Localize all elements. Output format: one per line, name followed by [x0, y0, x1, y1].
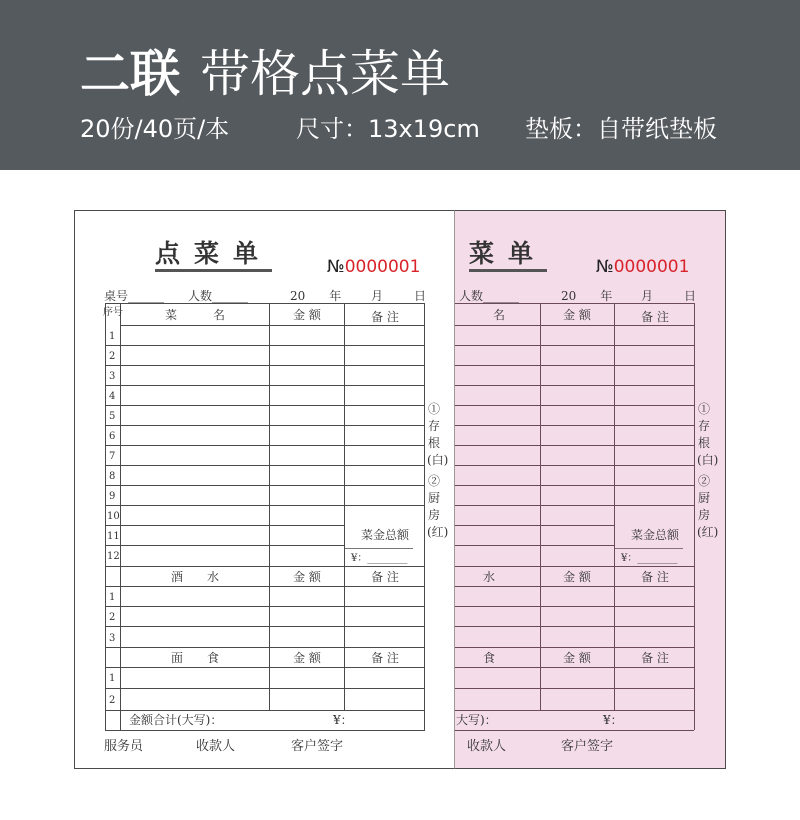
grid-frame — [106, 304, 425, 731]
date-month-pink: 月 — [641, 289, 654, 303]
dish-total-label: 菜金总额 — [360, 528, 410, 542]
noodles-header: 面 食 — [170, 651, 220, 665]
drink-row-number: 1 — [109, 592, 116, 603]
serial-prefix: № — [327, 257, 345, 277]
col-dish-header-pink: 名 — [492, 308, 506, 322]
dish-total-label-pink: 菜金总额 — [630, 528, 680, 542]
serial-value: 0000001 — [344, 257, 421, 277]
copy-label-stub: ①存根(白) — [427, 402, 449, 467]
noodle-row-number: 1 — [109, 673, 116, 684]
grand-total-yen: ¥： — [333, 713, 353, 727]
noodles-amount-header-pink: 金 额 — [563, 651, 591, 665]
grand-total-label: 金额合计(大写)： — [129, 713, 223, 727]
dish-row-number: 1 — [109, 331, 116, 342]
order-grid-white — [75, 211, 458, 769]
spec-size: 尺寸：13x19cm — [296, 115, 480, 143]
col-amount-header: 金 额 — [293, 308, 321, 322]
dish-row-number: 7 — [109, 451, 116, 462]
drinks-note-header: 备 注 — [371, 570, 399, 584]
col-dish-header: 菜 名 — [164, 308, 226, 322]
drinks-header-pink: 水 — [482, 570, 496, 584]
dish-row-number: 6 — [109, 431, 116, 442]
dish-row-number: 9 — [109, 491, 116, 502]
grid-lines — [105, 303, 425, 731]
serial-prefix-pink: № — [596, 257, 614, 277]
copy-label-kitchen: ②厨房(红) — [427, 474, 449, 539]
date-month: 月 — [371, 289, 384, 303]
white-copy-sheet — [74, 210, 458, 769]
dish-total-yen: ¥：________ — [351, 553, 408, 564]
noodles-header-pink: 食 — [482, 651, 496, 665]
people-count-field-pink: 人数______ — [459, 289, 520, 303]
col-note-header: 备 注 — [371, 310, 399, 324]
dish-row-number: 5 — [109, 411, 116, 422]
drink-row-number: 2 — [109, 612, 116, 623]
footer-cashier-pink: 收款人 — [467, 739, 507, 754]
noodles-amount-header: 金 额 — [293, 651, 321, 665]
dish-row-number: 8 — [109, 471, 116, 482]
col-note-header-pink: 备 注 — [641, 310, 669, 324]
serial-value-pink: 0000001 — [613, 257, 690, 277]
footer-waiter: 服务员 — [104, 739, 144, 754]
drinks-amount-header: 金 额 — [293, 570, 321, 584]
grand-total-label-pink: 大写)： — [456, 713, 497, 727]
drinks-amount-header-pink: 金 额 — [563, 570, 591, 584]
spec-pages: 20份/40页/本 — [80, 115, 230, 143]
dish-row-number: 3 — [109, 371, 116, 382]
dish-row-number: 4 — [109, 391, 116, 402]
date-day: 日 — [414, 289, 427, 303]
drink-row-number: 3 — [109, 633, 116, 644]
header-banner — [0, 0, 800, 170]
dish-row-number: 11 — [107, 531, 120, 542]
footer-customer-signature: 客户签字 — [291, 739, 344, 754]
spec-pad: 垫板：自带纸垫板 — [525, 115, 717, 143]
order-title: 点菜单 — [155, 239, 272, 272]
footer-customer-signature-pink: 客户签字 — [561, 739, 614, 754]
drinks-note-header-pink: 备 注 — [641, 570, 669, 584]
product-title-bold: 二联 — [80, 45, 180, 103]
footer-cashier: 收款人 — [196, 739, 236, 754]
col-amount-header-pink: 金 额 — [563, 308, 591, 322]
date-year: 20 年 — [290, 289, 342, 303]
col-index-header: 序号 — [103, 307, 123, 318]
order-grid-pink — [455, 211, 726, 769]
product-title-rest: 带格点菜单 — [200, 45, 450, 103]
noodle-row-number: 2 — [109, 695, 116, 706]
grid-lines-pink — [455, 303, 695, 731]
drinks-header: 酒 水 — [170, 570, 220, 584]
date-day-pink: 日 — [684, 289, 697, 303]
table-number-field: 桌号______ — [104, 289, 165, 303]
dish-row-number: 10 — [107, 511, 120, 522]
dish-row-number: 12 — [107, 551, 120, 562]
noodles-note-header-pink: 备 注 — [641, 651, 669, 665]
noodles-note-header: 备 注 — [371, 651, 399, 665]
date-year-pink: 20 年 — [561, 289, 613, 303]
dish-row-number: 2 — [109, 351, 116, 362]
dish-total-yen-pink: ¥：________ — [621, 553, 678, 564]
people-count-field: 人数______ — [188, 289, 249, 303]
copy-label-stub-pink: ①存根(白) — [697, 402, 719, 467]
copy-label-kitchen-pink: ②厨房(红) — [697, 474, 719, 539]
order-title-pink: 菜单 — [469, 239, 547, 272]
product-title — [80, 44, 450, 104]
pink-copy-sheet — [454, 210, 726, 769]
grand-total-yen-pink: ¥： — [603, 713, 623, 727]
